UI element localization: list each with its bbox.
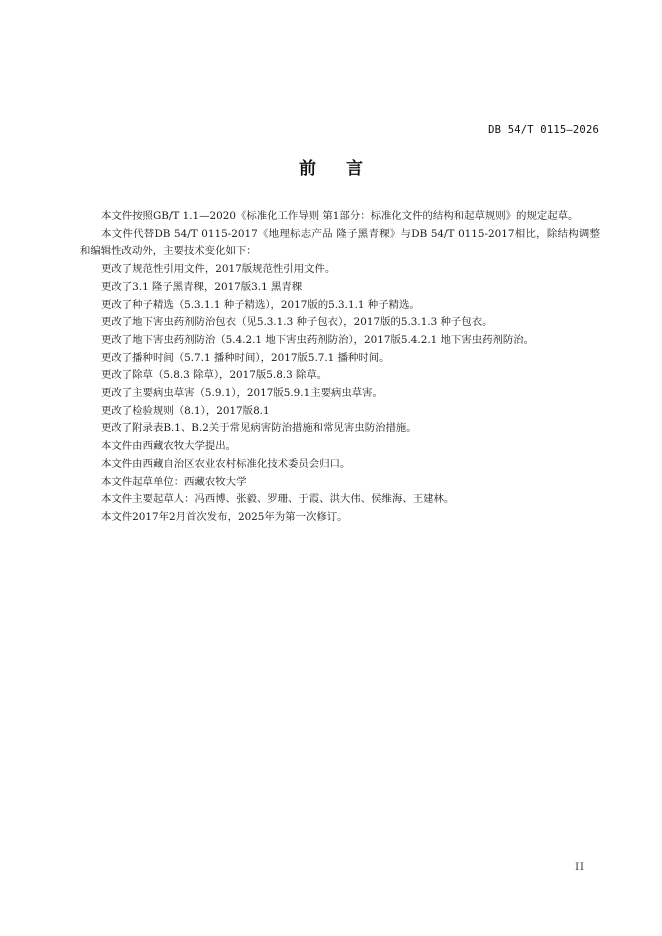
paragraph-change-seed-coating: 更改了地下害虫药剂防治包衣（见5.3.1.3 种子包衣），2017版的5.3.1.3 种子包衣。 (101, 316, 493, 329)
paragraph-change-3-1: 更改了3.1 隆子黑青稞，2017版3.1 黑青稞 (101, 280, 303, 293)
page-title: 前言 (299, 159, 393, 179)
paragraph-change-normative-references: 更改了规范性引用文件，2017版规范性引用文件。 (101, 263, 336, 276)
paragraph-drafters: 本文件主要起草人：冯西博、张毅、罗珊、于霞、洪大伟、侯维海、王建林。 (101, 493, 455, 506)
paragraph-change-main-pests: 更改了主要病虫草害（5.9.1），2017版5.9.1主要病虫草害。 (101, 387, 383, 400)
paragraph-change-weeding: 更改了除草（5.8.3 除草），2017版5.8.3 除草。 (101, 369, 328, 382)
page-number: II (575, 862, 585, 873)
document-code: DB 54/T 0115—2026 (488, 124, 599, 136)
paragraph-change-inspection-rules: 更改了检验规则（8.1），2017版8.1 (101, 404, 270, 417)
paragraph-release-history: 本文件2017年2月首次发布，2025年为第一次修订。 (101, 510, 348, 523)
paragraph-proposer: 本文件由西藏农牧大学提出。 (101, 440, 237, 453)
foreword-body (80, 208, 600, 527)
paragraph-change-appendix: 更改了附录表B.1、B.2关于常见病害防治措施和常见害虫防治措施。 (101, 422, 417, 435)
paragraph-drafting-unit: 本文件起草单位：西藏农牧大学 (101, 475, 247, 488)
paragraph-drafting-basis: 本文件按照GB/T 1.1—2020《标准化工作导则 第1部分：标准化文件的结构和起草规则》的规定起草。 (101, 210, 579, 222)
paragraph-technical-committee: 本文件由西藏自治区农业农村标准化技术委员会归口。 (101, 457, 351, 470)
paragraph-change-seed-selection: 更改了种子精选（5.3.1.1 种子精选），2017版的5.3.1.1 种子精选。 (101, 298, 420, 311)
paragraph-replacement: 本文件代替DB 54/T 0115-2017《地理标志产品 隆子黑青稞》与DB 54/T 0115-2017相比，除结构调整和编辑性改动外，主要技术变化如下： (80, 227, 600, 258)
paragraph-change-sowing-time: 更改了播种时间（5.7.1 播种时间），2017版5.7.1 播种时间。 (101, 351, 390, 364)
paragraph-change-pest-control: 更改了地下害虫药剂防治（5.4.2.1 地下害虫药剂防治），2017版5.4.2.1 地下害虫药剂防治。 (101, 333, 535, 346)
